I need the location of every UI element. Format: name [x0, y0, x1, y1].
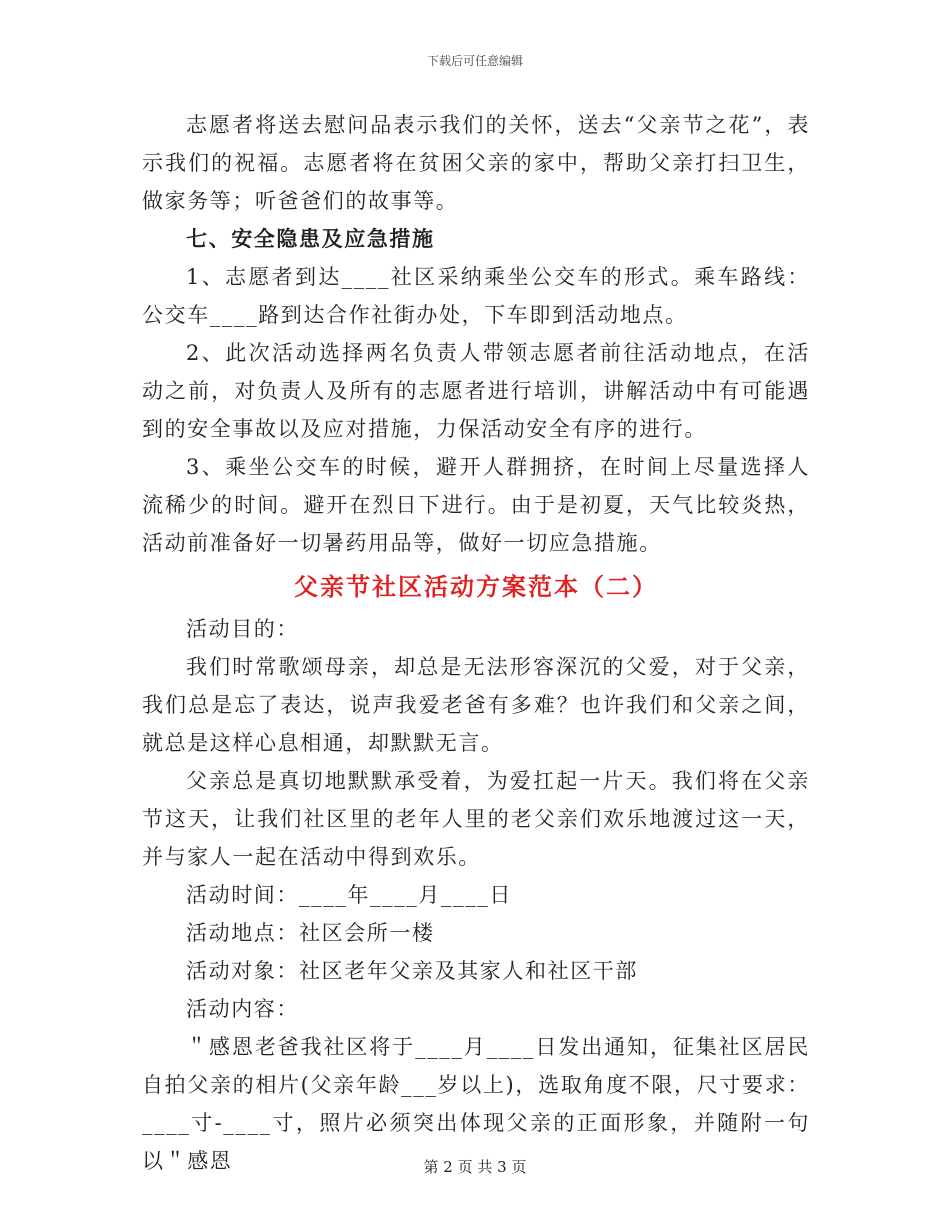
purpose-paragraph-2: 父亲总是真切地默默承受着，为爱扛起一片天。我们将在父亲节这天，让我们社区里的老年人里的老父亲们欢乐地渡过这一天，并与家人一起在活动中得到欢乐。	[142, 769, 810, 869]
activity-audience: 活动对象：社区老年父亲及其家人和社区干部	[186, 959, 638, 983]
page-header: 下载后可任意编辑	[426, 54, 523, 68]
activity-content-paragraph: ＂感恩老爸我社区将于____月____日发出通知，征集社区居民自拍父亲的相片(父亲年龄___岁以上)，选取角度不限，尺寸要求：____寸-____寸，照片必须突出体现父亲的正面形象，并随附一句以＂感恩	[142, 1035, 810, 1173]
paragraph-volunteer-care: 志愿者将送去慰问品表示我们的关怀，送去“父亲节之花”，表示我们的祝福。志愿者将在贫困父亲的家中，帮助父亲打扫卫生，做家务等；听爸爸们的故事等。	[142, 113, 810, 213]
activity-time: 活动时间：____年____月____日	[186, 883, 512, 907]
purpose-paragraph-1: 我们时常歌颂母亲，却总是无法形容深沉的父爱，对于父亲，我们总是忘了表达，说声我爱老爸有多难？也许我们和父亲之间，就总是这样心息相通，却默默无言。	[142, 655, 810, 755]
safety-item-3: 3、乘坐公交车的时候，避开人群拥挤，在时间上尽量选择人流稀少的时间。避开在烈日下进行。由于是初夏，天气比较炎热，活动前准备好一切暑药用品等，做好一切应急措施。	[142, 455, 810, 555]
activity-location: 活动地点：社区会所一楼	[186, 921, 435, 945]
safety-item-1: 1、志愿者到达____社区采纳乘坐公交车的形式。乘车路线：公交车____路到达合作社街办处，下车即到活动地点。	[142, 265, 810, 327]
safety-item-2: 2、此次活动选择两名负责人带领志愿者前往活动地点，在活动之前，对负责人及所有的志愿者进行培训，讲解活动中有可能遇到的安全事故以及应对措施，力保活动安全有序的进行。	[142, 341, 810, 441]
document-body	[142, 106, 810, 1180]
document-title: 父亲节社区活动方案范本（二）	[294, 572, 658, 601]
section-heading-safety: 七、安全隐患及应急措施	[186, 226, 435, 251]
page-footer: 第 2 页 共 3 页	[423, 1158, 527, 1176]
activity-purpose-label: 活动目的：	[186, 617, 299, 641]
activity-content-label: 活动内容：	[186, 997, 299, 1021]
